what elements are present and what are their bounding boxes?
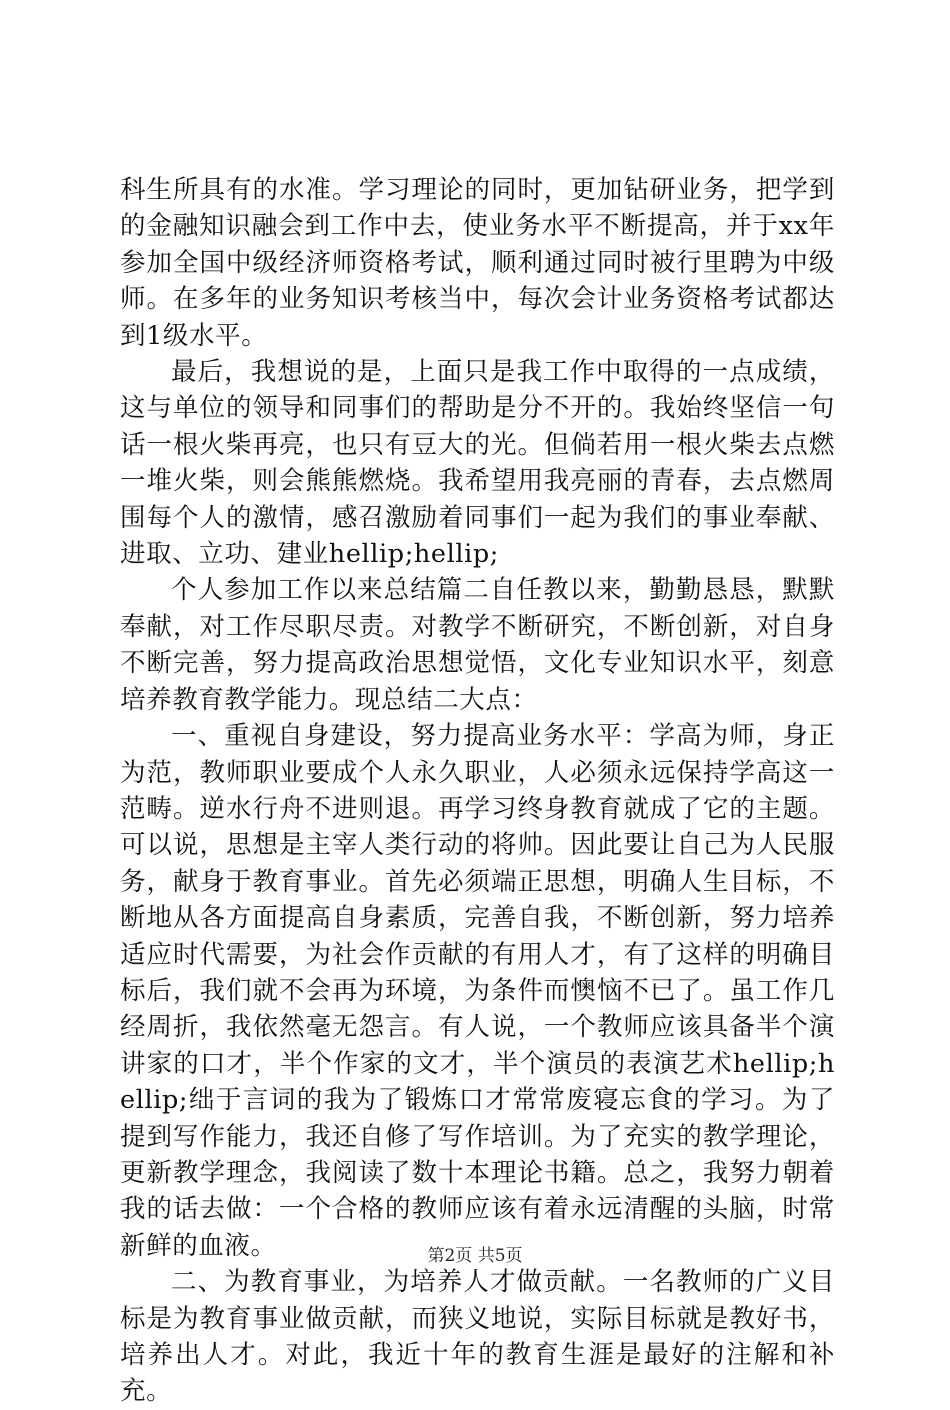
paragraph-continuation: 科生所具有的水准。学习理论的同时，更加钻研业务，把学到的金融知识融会到工作中去，使业务水平不断提高，并于xx年参加全国中级经济师资格考试，顺利通过同时被行里聘为中级师。在多年的业务知识考核当中，每次会计业务资格考试都达到1级水平。 (120, 175, 835, 351)
paragraph-point-two: 二、为教育事业，为培养人才做贡献。一名教师的广义目标是为教育事业做贡献，而狭义地说，实际目标就是教好书，培养出人才。对此，我近十年的教育生涯是最好的注解和补充。 (120, 1267, 835, 1407)
paragraph-summary-intro: 个人参加工作以来总结篇二自任教以来，勤勤恳恳，默默奉献，对工作尽职尽责。对教学不断研究，不断创新，对自身不断完善，努力提高政治思想觉悟，文化专业知识水平，刻意培养教育教学能力。现总结二大点： (120, 575, 835, 715)
paragraph-point-one: 一、重视自身建设，努力提高业务水平：学高为师，身正为范，教师职业要成个人永久职业，人必须永远保持学高这一范畴。逆水行舟不进则退。再学习终身教育就成了它的主题。可以说，思想是主宰人类行动的将帅。因此要让自己为人民服务，献身于教育事业。首先必须端正思想，明确人生目标，不断地从各方面提高自身素质，完善自我，不断创新，努力培养适应时代需要，为社会作贡献的有用人才，有了这样的明确目标后，我们就不会再为环境，为条件而懊恼不已了。虽工作几经周折，我依然毫无怨言。有人说，一个教师应该具备半个演讲家的口才，半个作家的文才，半个演员的表演艺术hellip;hellip;绌于言词的我为了锻炼口才常常废寝忘食的学习。为了提到写作能力，我还自修了写作培训。为了充实的教学理论，更新教学理念，我阅读了数十本理论书籍。总之，我努力朝着我的话去做：一个合格的教师应该有着永远清醒的头脑，时常新鲜的血液。 (120, 721, 835, 1261)
page-number-footer: 第2页 共5页 (427, 1246, 523, 1266)
document-body (120, 172, 835, 1410)
paragraph-closing-remarks: 最后，我想说的是，上面只是我工作中取得的一点成绩，这与单位的领导和同事们的帮助是分不开的。我始终坚信一句话一根火柴再亮，也只有豆大的光。但倘若用一根火柴去点燃一堆火柴，则会熊熊燃烧。我希望用我亮丽的青春，去点燃周围每个人的激情，感召激励着同事们一起为我们的事业奉献、进取、立功、建业hellip;hellip; (120, 357, 835, 570)
